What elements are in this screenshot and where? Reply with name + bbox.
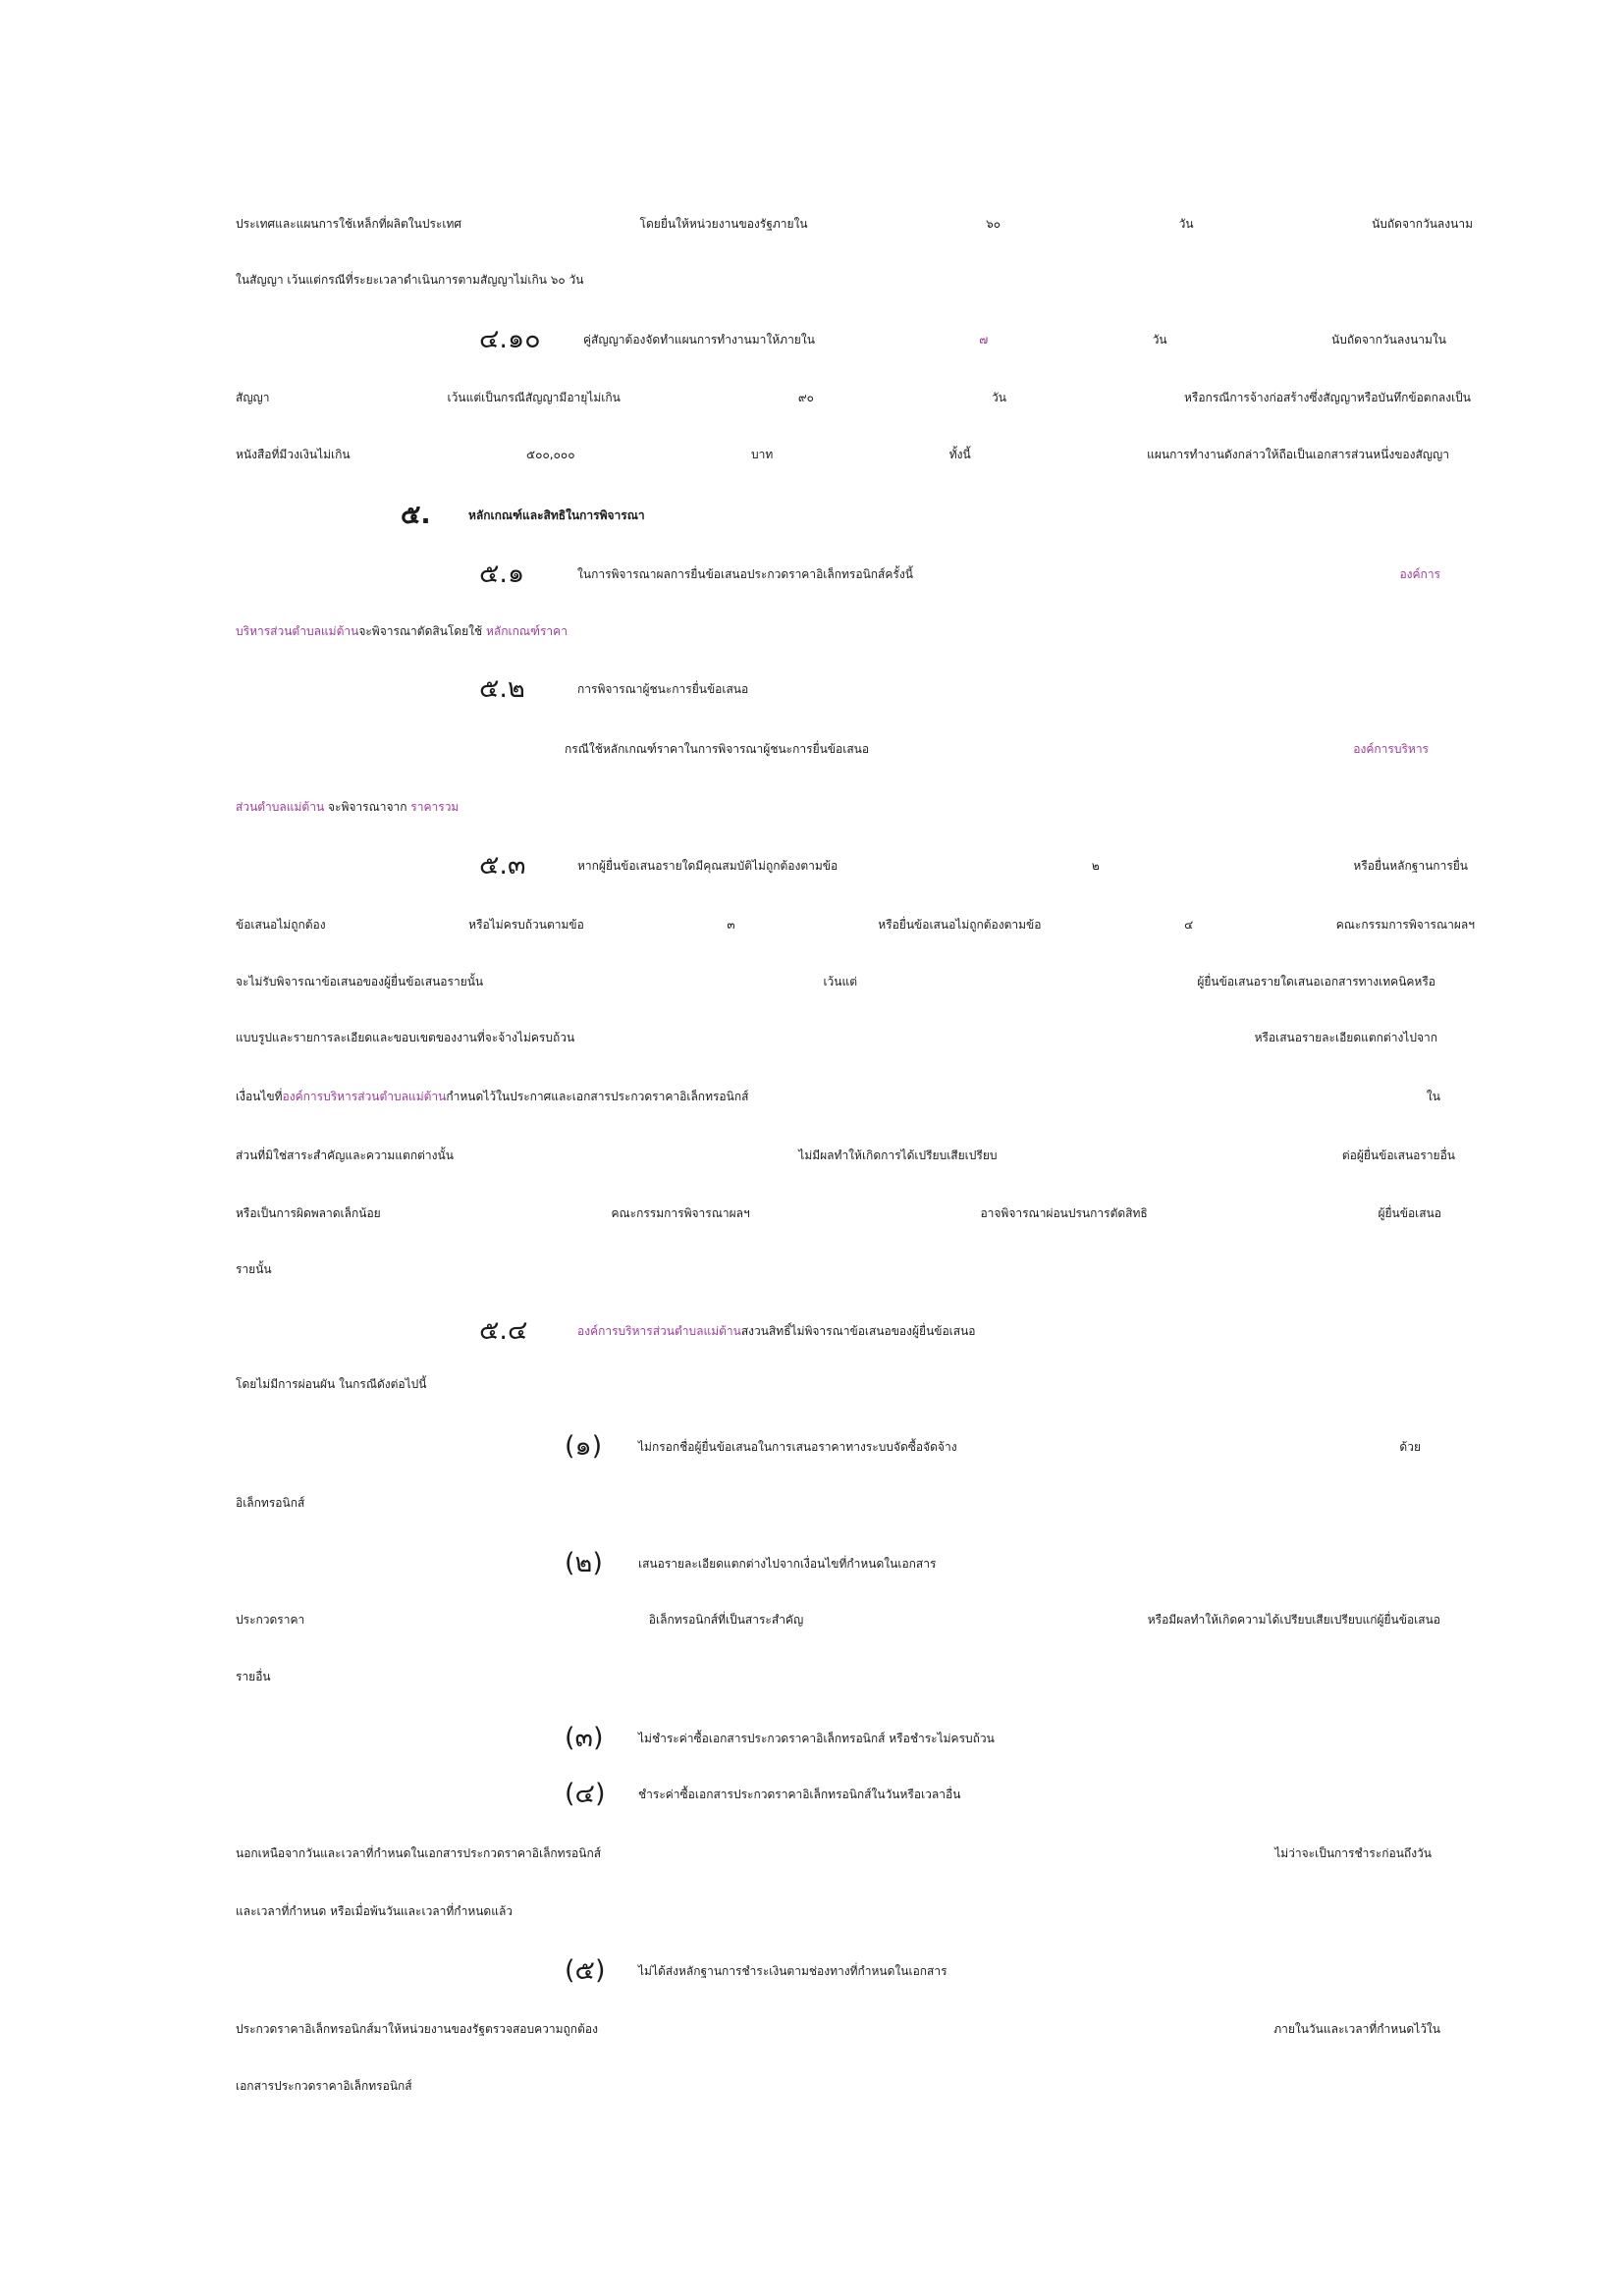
highlight-text: หลักเกณฑ์ราคา <box>486 624 568 638</box>
text-line <box>236 1483 1473 1522</box>
text-line <box>236 2009 1440 2049</box>
line-text: วัน นับถัดจากวันลงนามใน <box>988 333 1446 347</box>
text-line <box>236 612 1473 651</box>
line-text: กรณีใช้หลักเกณฑ์ราคาในการพิจารณาผู้ชนะการยื่นข้อเสนอ <box>565 742 1354 756</box>
text-line <box>236 260 1473 299</box>
clause-number: ๔.๑๐ <box>479 324 541 354</box>
text-line <box>577 846 1468 885</box>
line-text: หนังสือที่มีวงเงินไม่เกิน ๕๐๐,๐๐๐ บาท ทั้งนี้ แผนการทำงานดังกล่าวให้ถือเป็นเอกสารส่วนหนึ่งของสัญญา <box>236 448 1449 461</box>
line-text: สงวนสิทธิ์ไม่พิจารณาข้อเสนอของผู้ยื่นข้อเสนอ <box>740 1324 976 1338</box>
line-text: รายอื่น <box>236 1670 271 1683</box>
line-text: และเวลาที่กำหนด หรือเมื่อพ้นวันและเวลาที่กำหนดแล้ว <box>236 1904 514 1918</box>
text-line <box>236 1077 1440 1116</box>
line-text: อิเล็กทรอนิกส์ <box>236 1496 305 1510</box>
line-text: กำหนดไว้ในประกาศและเอกสารประกวดราคาอิเล็กทรอนิกส์ ใน <box>446 1090 1440 1103</box>
line-text: เงื่อนไขที่ <box>236 1090 283 1103</box>
line-text: ประกวดราคาอิเล็กทรอนิกส์มาให้หน่วยงานของรัฐตรวจสอบความถูกต้อง ภายในวันและเวลาที่กำหนดไว้ใน <box>236 2022 1440 2036</box>
text-line <box>236 1250 1473 1289</box>
line-text: ในการพิจารณาผลการยื่นข้อเสนอประกวดราคาอิเล็กทรอนิกส์ครั้งนี้ <box>577 567 1400 581</box>
text-line <box>236 435 1449 474</box>
highlight-text: ๗ <box>979 333 989 347</box>
line-text: ข้อเสนอไม่ถูกต้อง หรือไม่ครบถ้วนตามข้อ ๓ หรือยื่นข้อเสนอไม่ถูกต้องตามข้อ ๔ คณะกรรมการพิจารณาผลฯ <box>236 918 1475 932</box>
highlight-text: องค์การ <box>1399 567 1440 581</box>
line-text: สัญญา เว้นแต่เป็นกรณีสัญญามีอายุไม่เกิน ๙๐ วัน หรือกรณีการจ้างก่อสร้างซึ่งสัญญาหรือบันทึกข้อตกลงเป็น <box>236 391 1471 404</box>
clause-number: ๕.๔ <box>479 1315 528 1346</box>
line-text: การพิจารณาผู้ชนะการยื่นข้อเสนอ <box>577 682 749 696</box>
text-line <box>638 1775 1473 1814</box>
text-line <box>577 669 1461 709</box>
text-line <box>638 1544 1473 1583</box>
text-line <box>236 1194 1441 1233</box>
line-text: ไม่ชำระค่าซื้อเอกสารประกวดราคาอิเล็กทรอนิกส์ หรือชำระไม่ครบถ้วน <box>638 1732 995 1745</box>
line-text: แบบรูปและรายการละเอียดและขอบเขตของงานที่จะจ้างไม่ครบถ้วน หรือเสนอรายละเอียดแตกต่างไปจาก <box>236 1031 1437 1044</box>
line-text: หากผู้ยื่นข้อเสนอรายใดมีคุณสมบัติไม่ถูกต้องตามข้อ ๒ หรือยื่นหลักฐานการยื่น <box>577 859 1468 873</box>
line-text: คู่สัญญาต้องจัดทำแผนการทำงานมาให้ภายใน <box>583 333 980 347</box>
text-line <box>236 1136 1455 1175</box>
line-text: นอกเหนือจากวันและเวลาที่กำหนดในเอกสารประกวดราคาอิเล็กทรอนิกส์ ไม่ว่าจะเป็นการชำระก่อนถึงวัน <box>236 1846 1432 1860</box>
line-text: ไม่ได้ส่งหลักฐานการชำระเงินตามช่องทางที่กำหนดในเอกสาร <box>638 1964 947 1978</box>
highlight-text: องค์การบริหาร <box>1353 742 1429 756</box>
text-line <box>236 1892 1473 1931</box>
text-line <box>577 1311 1473 1351</box>
highlight-text: บริหารส่วนตำบลแม่ต้าน <box>236 624 359 638</box>
text-line <box>236 1600 1440 1639</box>
clause-number: ๕.๒ <box>479 673 525 704</box>
highlight-text: ราคารวม <box>410 800 460 814</box>
line-text: ประกวดราคา อิเล็กทรอนิกส์ที่เป็นสาระสำคัญ หรือมีผลทำให้เกิดความได้เปรียบเสียเปรียบแก่ผู้ยื่นข้อเสนอ <box>236 1613 1440 1627</box>
section-heading <box>468 496 1450 535</box>
text-line <box>236 905 1475 944</box>
line-text: เอกสารประกวดราคาอิเล็กทรอนิกส์ <box>236 2079 412 2093</box>
item-number: (๒) <box>565 1548 603 1578</box>
line-text: ส่วนที่มิใช่สาระสำคัญและความแตกต่างนั้น ไม่มีผลทำให้เกิดการได้เปรียบเสียเปรียบ ต่อผู้ยื่นข้อเสนอรายอื่น <box>236 1148 1455 1162</box>
line-text: รายนั้น <box>236 1262 272 1276</box>
text-line <box>565 729 1429 769</box>
line-text: จะพิจารณาตัดสินโดยใช้ <box>358 624 486 638</box>
text-line <box>638 1427 1421 1467</box>
item-number: (๓) <box>565 1723 604 1753</box>
text-line <box>236 1834 1432 1873</box>
clause-number: ๕.๓ <box>479 850 526 881</box>
text-line <box>236 1657 1473 1696</box>
text-line <box>236 204 1473 243</box>
section-number: ๕. <box>401 500 431 530</box>
highlight-text: องค์การบริหารส่วนตำบลแม่ต้าน <box>577 1324 741 1338</box>
line-text: โดยไม่มีการผ่อนผัน ในกรณีดังต่อไปนี้ <box>236 1377 427 1391</box>
text-line <box>236 2066 1473 2106</box>
line-text: เสนอรายละเอียดแตกต่างไปจากเงื่อนไขที่กำหนดในเอกสาร <box>638 1557 937 1571</box>
line-text: จะไม่รับพิจารณาข้อเสนอของผู้ยื่นข้อเสนอรายนั้น เว้นแต่ ผู้ยื่นข้อเสนอรายใดเสนอเอกสารทางเทคนิคหรือ <box>236 975 1435 988</box>
line-text: ชำระค่าซื้อเอกสารประกวดราคาอิเล็กทรอนิกส์ในวันหรือเวลาอื่น <box>638 1788 961 1801</box>
item-number: (๑) <box>565 1431 603 1462</box>
item-number: (๕) <box>565 1955 606 1986</box>
text-line <box>583 320 1446 359</box>
line-text: จะพิจารณาจาก <box>324 800 411 814</box>
text-line <box>236 787 1473 827</box>
text-line <box>577 555 1440 594</box>
text-line <box>236 962 1435 1001</box>
text-line <box>638 1719 1473 1758</box>
line-text: ไม่กรอกชื่อผู้ยื่นข้อเสนอในการเสนอราคาทางระบบจัดซื้อจัดจ้าง ด้วย <box>638 1440 1421 1454</box>
text-line <box>236 1018 1437 1057</box>
heading-text: หลักเกณฑ์และสิทธิในการพิจารณา <box>468 508 645 522</box>
line-text: ประเทศและแผนการใช้เหล็กที่ผลิตในประเทศ โดยยื่นให้หน่วยงานของรัฐภายใน ๖๐ วัน นับถัดจากวันลงนาม <box>236 217 1473 231</box>
highlight-text: องค์การบริหารส่วนตำบลแม่ต้าน <box>282 1090 447 1103</box>
line-text: ในสัญญา เว้นแต่กรณีที่ระยะเวลาดำเนินการตามสัญญาไม่เกิน ๖๐ วัน <box>236 273 584 287</box>
line-text: หรือเป็นการผิดพลาดเล็กน้อย คณะกรรมการพิจารณาผลฯ อาจพิจารณาผ่อนปรนการตัดสิทธิ ผู้ยื่นข้อเสนอ <box>236 1206 1441 1220</box>
text-line <box>236 378 1471 417</box>
highlight-text: ส่วนตำบลแม่ต้าน <box>236 800 325 814</box>
text-line <box>638 1951 1473 1991</box>
clause-number: ๕.๑ <box>479 559 525 589</box>
text-line <box>236 1364 1473 1404</box>
item-number: (๔) <box>565 1779 606 1809</box>
